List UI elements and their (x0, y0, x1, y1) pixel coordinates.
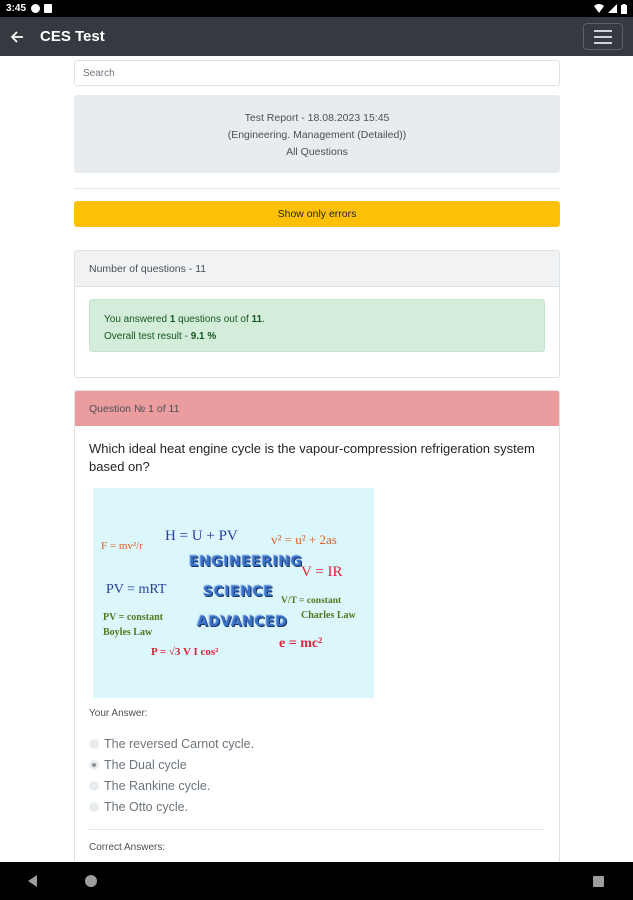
report-title: Test Report - 18.08.2023 15:45 (244, 112, 390, 124)
app-bar (0, 17, 633, 56)
option-label: The Rankine cycle. (104, 778, 211, 793)
image-eq-gas: PV = mRT (106, 582, 167, 597)
image-eq-motion: v² = u² + 2as (271, 532, 337, 547)
answer-option[interactable] (89, 796, 545, 817)
image-word-advanced: ADVANCED (197, 614, 288, 630)
result-value: 9.1 % (190, 331, 217, 342)
arrow-left-icon (11, 31, 24, 43)
app-title: CES Test (40, 28, 105, 45)
page-content (0, 56, 633, 862)
answered-count: 1 (169, 314, 176, 325)
divider (74, 188, 560, 189)
your-answer-label: Your Answer: (89, 708, 148, 719)
show-errors-button[interactable]: Show only errors (74, 201, 560, 227)
nav-back-icon[interactable] (28, 875, 37, 887)
search-box (74, 60, 560, 86)
answered-prefix: You answered (104, 314, 170, 325)
result-prefix: Overall test result - (104, 331, 191, 342)
image-eq-ohm: V = IR (301, 564, 343, 580)
notification-icon (31, 4, 40, 13)
status-time: 3:45 (6, 3, 27, 14)
menu-icon-bar (594, 42, 612, 44)
signal-icon (608, 4, 617, 13)
radio-button[interactable] (89, 760, 99, 770)
answered-suffix: . (262, 314, 265, 325)
system-nav-bar (0, 862, 633, 900)
answer-option[interactable] (89, 775, 545, 796)
question-header: Question № 1 of 11 (75, 391, 559, 426)
question-card (74, 390, 560, 862)
menu-icon-bar (594, 30, 612, 32)
answer-options (89, 733, 545, 817)
image-eq-force: F = mv²/r (101, 540, 143, 552)
image-eq-enthalpy: H = U + PV (165, 528, 238, 544)
question-text: Which ideal heat engine cycle is the vapour-compression refrigeration system based on? (89, 441, 535, 474)
search-input[interactable] (83, 68, 551, 79)
storage-icon (44, 4, 52, 13)
wifi-icon (594, 4, 604, 13)
back-button[interactable] (10, 30, 24, 44)
option-label: The reversed Carnot cycle. (104, 736, 255, 751)
question-image (93, 488, 374, 698)
image-word-engineering: ENGINEERING (189, 554, 303, 570)
image-boyles-law: Boyles Law (103, 627, 153, 638)
nav-recents-icon[interactable] (593, 876, 604, 887)
option-label: The Dual cycle (104, 757, 187, 772)
image-eq-pv-constant: PV = constant (103, 612, 163, 623)
image-word-science: SCIENCE (203, 584, 274, 600)
report-info (74, 95, 560, 173)
total-count: 11 (251, 314, 263, 325)
answered-line (104, 311, 530, 328)
image-eq-vt: V/T = constant (281, 596, 342, 606)
correct-answers-label: Correct Answers: (89, 842, 166, 853)
image-eq-power: P = √3 V I cos² (151, 646, 219, 658)
report-category: (Engineering. Management (Detailed)) (227, 129, 407, 141)
summary-card (74, 250, 560, 378)
report-scope: All Questions (286, 146, 348, 158)
battery-icon (621, 4, 627, 14)
divider (89, 829, 545, 830)
answer-option[interactable] (89, 754, 545, 775)
radio-button[interactable] (89, 802, 99, 812)
result-line (104, 328, 530, 345)
radio-button[interactable] (89, 739, 99, 749)
radio-button[interactable] (89, 781, 99, 791)
status-bar (0, 0, 633, 17)
menu-icon-bar (594, 36, 612, 38)
image-eq-energy: e = mc² (279, 636, 323, 651)
image-charles-law: Charles Law (301, 610, 356, 621)
menu-button[interactable] (583, 23, 623, 50)
summary-header: Number of questions - 11 (75, 251, 559, 287)
answer-option[interactable] (89, 733, 545, 754)
option-label: The Otto cycle. (104, 799, 189, 814)
result-alert (89, 299, 545, 352)
answered-mid: questions out of (175, 314, 252, 325)
nav-home-icon[interactable] (85, 875, 97, 887)
